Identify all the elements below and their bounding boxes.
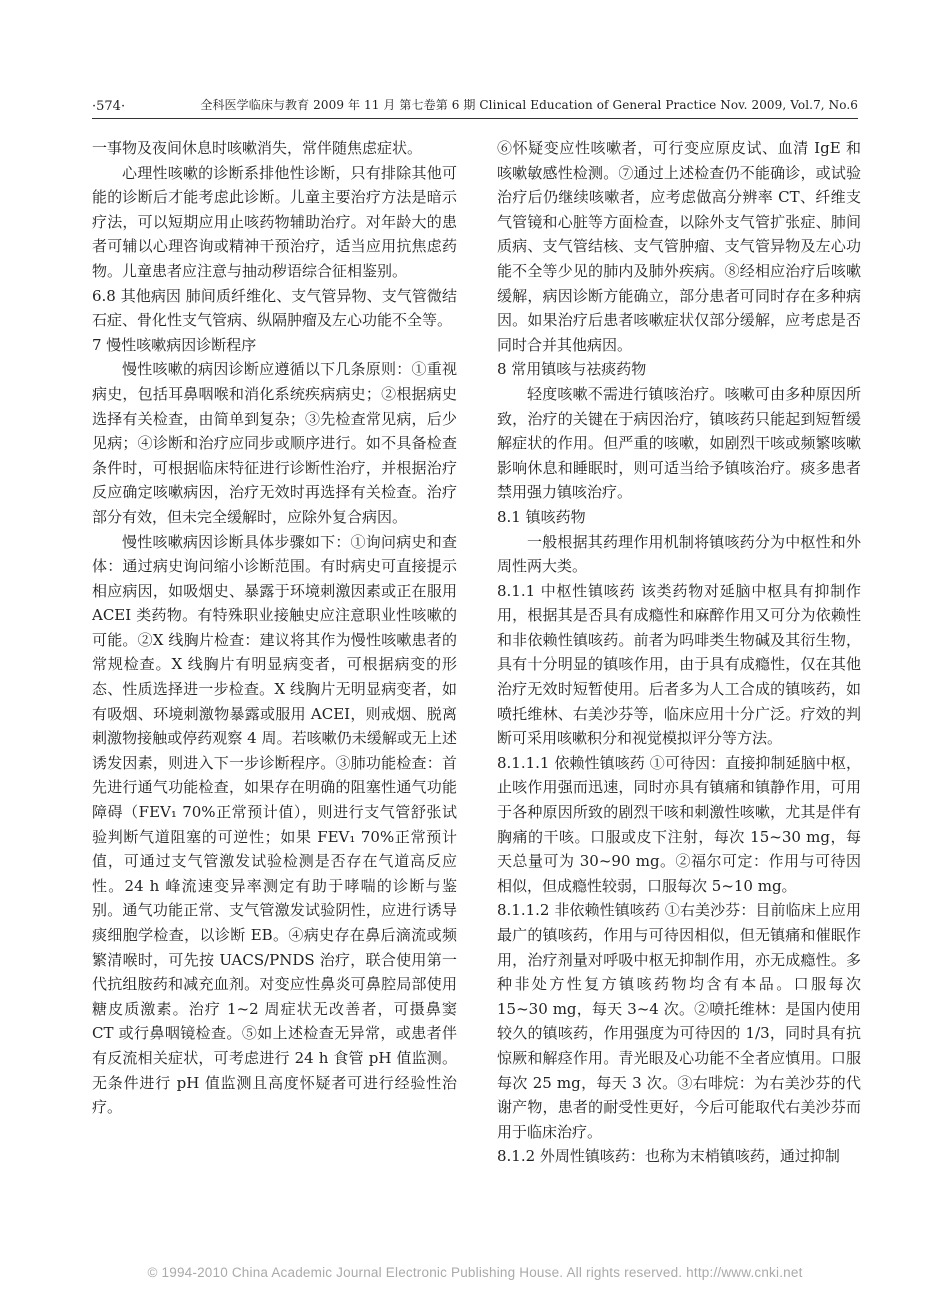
page-number: ·574·: [92, 99, 126, 114]
section-paragraph: 8.1.1 中枢性镇咳药 该类药物对延脑中枢具有抑制作用，根据其是否具有成瘾性和麻醉作用又可分为依赖性和非依赖性镇咳药。前者为吗啡类生物碱及其衍生物，具有十分明显的镇咳作用，由于具有成瘾性，仅在其他治疗无效时短暂使用。后者多为人工合成的镇咳药，如喷托维林、右美沙芬等，临床应用十分广泛。疗效的判断可采用咳嗽积分和视觉模拟评分等方法。: [497, 581, 861, 748]
running-header: [92, 96, 858, 119]
copyright-footer: © 1994-2010 China Academic Journal Electronic Publishing House. All rights reserved. http://www.cnki.net: [147, 1265, 803, 1280]
section-paragraph: 7 慢性咳嗽病因诊断程序: [92, 335, 257, 354]
section-paragraph: 8.1.1.1 依赖性镇咳药 ①可待因：直接抑制延脑中枢，止咳作用强而迅速，同时亦具有镇痛和镇静作用，可用于各种原因所致的剧烈干咳和刺激性咳嗽，尤其是伴有胸痛的干咳。口服或皮下注射，每次 15~30 mg，每天总量可为 30~90 mg。②福尔可定：作用与可待因相似，但成瘾性较弱，口服每次 5~10 mg。: [497, 753, 861, 895]
section-paragraph: 8.1.1.2 非依赖性镇咳药 ①右美沙芬：目前临床上应用最广的镇咳药，作用与可待因相似，但无镇痛和催眠作用，治疗剂量对呼吸中枢无抑制作用，亦无成瘾性。多种非处方性复方镇咳药物均含有本品。口服每次 15~30 mg，每天 3~4 次。②喷托维林：是国内使用较久的镇咳药，作用强度为可待因的 1/3，同时具有抗惊厥和解痉作用。青光眼及心功能不全者应慎用。口服每次 25 mg，每天 3 次。③右啡烷：为右美沙芬的代谢产物，患者的耐受性更好，今后可能取代右美沙芬而用于临床治疗。: [497, 901, 861, 1141]
journal-running-head: 全科医学临床与教育 2009 年 11 月 第七卷第 6 期 Clinical Education of General Practice Nov. 2009, Vol.7, No.6: [200, 98, 858, 112]
body-paragraph: 一般根据其药理作用机制将镇咳药分为中枢性和外周性两大类。: [497, 532, 861, 576]
body-paragraph: 心理性咳嗽的诊断系排他性诊断，只有排除其他可能的诊断后才能考虑此诊断。儿童主要治疗方法是暗示疗法，可以短期应用止咳药物辅助治疗。对年龄大的患者可辅以心理咨询或精神干预治疗，适当应用抗焦虑药物。儿童患者应注意与抽动秽语综合征相鉴别。: [92, 163, 457, 280]
section-paragraph: 6.8 其他病因 肺间质纤维化、支气管异物、支气管微结石症、骨化性支气管病、纵隔肿瘤及左心功能不全等。: [92, 286, 457, 330]
left-column: [92, 136, 457, 1120]
body-paragraph: ⑥怀疑变应性咳嗽者，可行变应原皮试、血清 IgE 和咳嗽敏感性检测。⑦通过上述检查仍不能确诊，或试验治疗后仍继续咳嗽者，应考虑做高分辨率 CT、纤维支气管镜和心脏等方面检查，以除外支气管扩张症、肺间质病、支气管结核、支气管肿瘤、支气管异物及左心功能不全等少见的肺内及肺外疾病。⑧经相应治疗后咳嗽缓解，病因诊断方能确立，部分患者可同时存在多种病因。如果治疗后患者咳嗽症状仅部分缓解，应考虑是否同时合并其他病因。: [497, 139, 861, 354]
section-paragraph: 8.1.2 外周性镇咳药：也称为末梢镇咳药，通过抑制: [497, 1147, 840, 1166]
section-paragraph: 8.1 镇咳药物: [497, 507, 586, 526]
body-paragraph: 慢性咳嗽的病因诊断应遵循以下几条原则：①重视病史，包括耳鼻咽喉和消化系统疾病病史；②根据病史选择有关检查，由简单到复杂；③先检查常见病，后少见病；④诊断和治疗应同步或顺序进行。如不具备检查条件时，可根据临床特征进行诊断性治疗，并根据治疗反应确定咳嗽病因，治疗无效时再选择有关检查。治疗部分有效，但未完全缓解时，应除外复合病因。: [92, 360, 457, 526]
body-paragraph: 轻度咳嗽不需进行镇咳治疗。咳嗽可由多种原因所致，治疗的关键在于病因治疗，镇咳药只能起到短暂缓解症状的作用。但严重的咳嗽，如剧烈干咳或频繁咳嗽影响休息和睡眠时，则可适当给予镇咳治疗。痰多患者禁用强力镇咳治疗。: [497, 384, 861, 502]
body-paragraph: 一事物及夜间休息时咳嗽消失，常伴随焦虑症状。: [92, 139, 423, 157]
section-paragraph: 8 常用镇咳与祛痰药物: [497, 360, 647, 379]
body-paragraph: 慢性咳嗽病因诊断具体步骤如下：①询问病史和查体：通过病史询问缩小诊断范围。有时病史可直接提示相应病因，如吸烟史、暴露于环境刺激因素或正在服用 ACEI 类药物。有特殊职业接触史应注意职业性咳嗽的可能。②X 线胸片检查：建议将其作为慢性咳嗽患者的常规检查。X 线胸片有明显病变者，可根据病变的形态、性质选择进一步检查。X 线胸片无明显病变者，如有吸烟、环境刺激物暴露或服用 ACEI，则戒烟、脱离刺激物接触或停药观察 4 周。若咳嗽仍未缓解或无上述诱发因素，则进入下一步诊断程序。③肺功能检查：首先进行通气功能检查，如果存在明确的阻塞性通气功能障碍（FEV₁ 70%正常预计值），则进行支气管舒张试验判断气道阻塞的可逆性；如果 FEV₁ 70%正常预计值，可通过支气管激发试验检测是否存在气道高反应性。24 h 峰流速变异率测定有助于哮喘的诊断与鉴别。通气功能正常、支气管激发试验阴性，应进行诱导痰细胞学检查，以诊断 EB。④病史存在鼻后滴流或频繁清喉时，可先按 UACS/PNDS 治疗，联合使用第一代抗组胺药和减充血剂。对变应性鼻炎可鼻腔局部使用糖皮质激素。治疗 1~2 周症状无改善者，可摄鼻窦 CT 或行鼻咽镜检查。⑤如上述检查无异常，或患者伴有反流相关症状，可考虑进行 24 h 食管 pH 值监测。无条件进行 pH 值监测且高度怀疑者可进行经验性治疗。: [92, 532, 457, 1117]
right-column: [497, 136, 861, 1169]
